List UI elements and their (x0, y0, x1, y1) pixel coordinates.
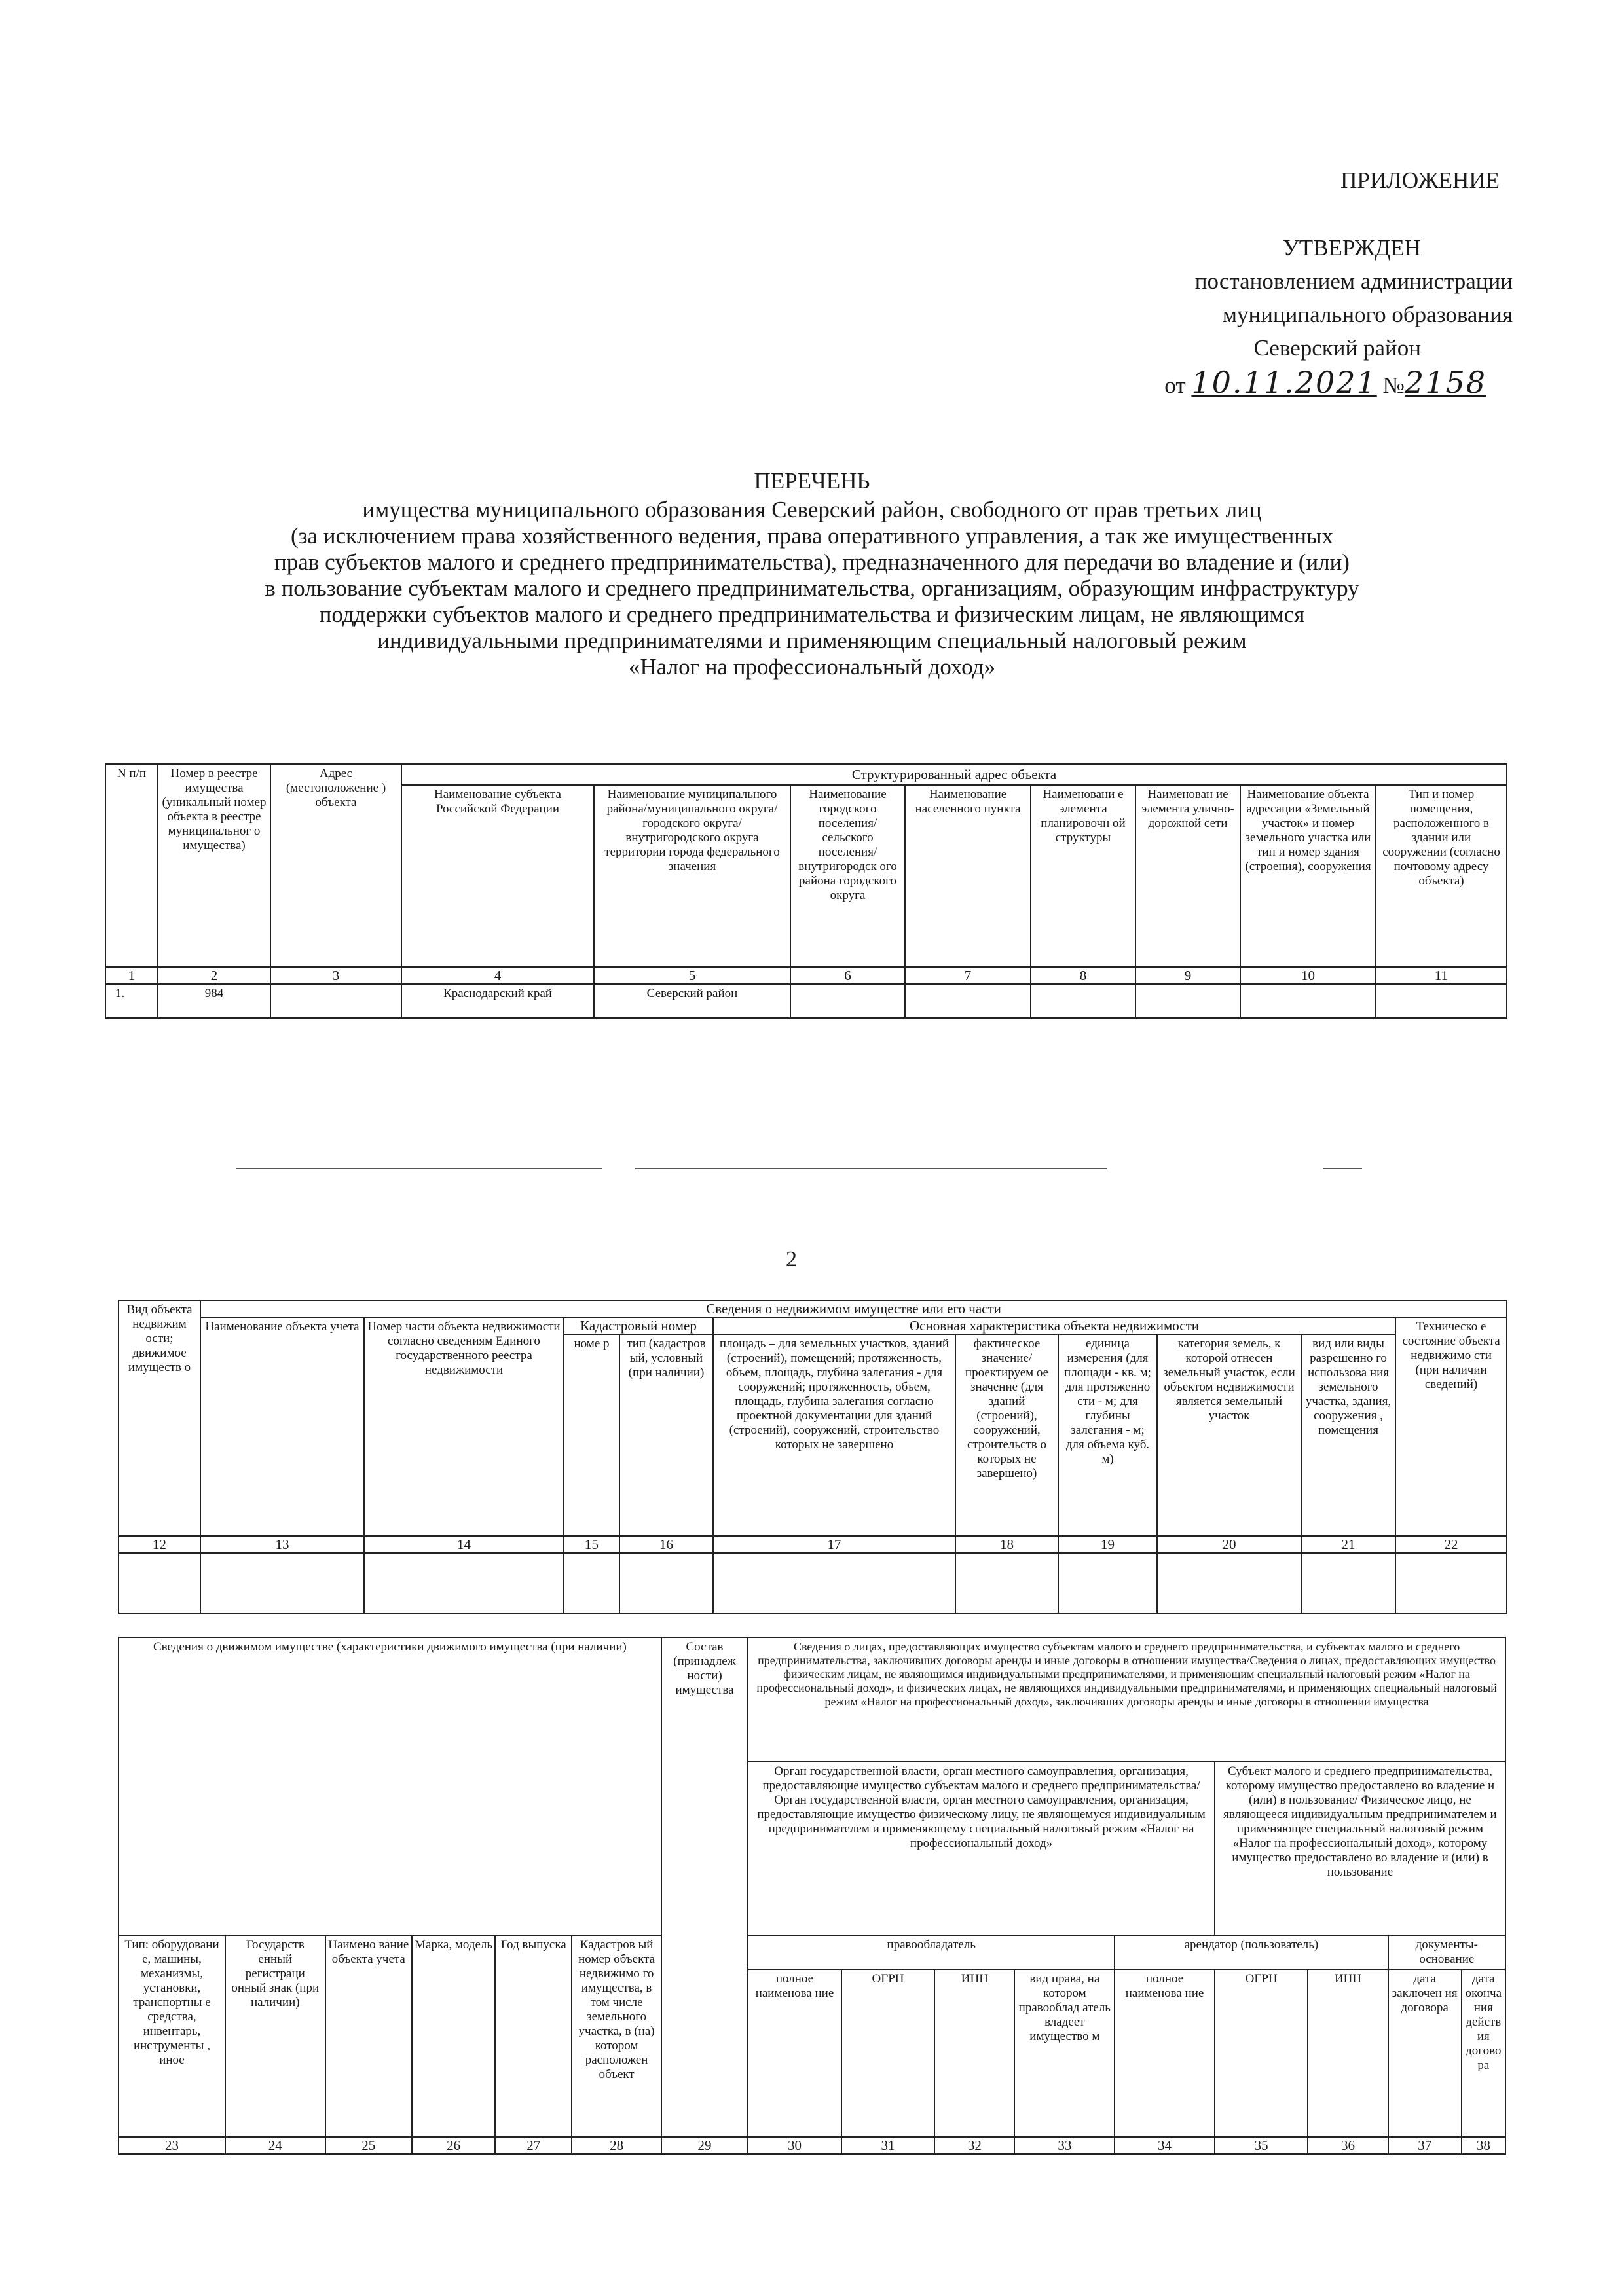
header-rightholder: правообладатель (748, 1935, 1115, 1969)
header-registration-mark: Государств енный регистраци онный знак (при наличии) (225, 1935, 325, 2137)
table-cell: Краснодарский край (401, 984, 594, 1018)
page-number: 2 (786, 1247, 797, 1271)
column-number: 15 (564, 1536, 619, 1553)
address-table (105, 763, 1507, 1019)
header-technical-state: Техническо е состояние объекта недвижимо сти (при наличии сведений) (1395, 1317, 1507, 1536)
header-movable-name: Наимено вание объекта учета (325, 1935, 412, 2137)
header-part-number: Номер части объекта недвижимости согласно сведениям Единого государственного реестра недвижимости (364, 1317, 564, 1536)
page-separator (1323, 1168, 1362, 1169)
title-line: поддержки субъектов малого и среднего предпринимательства и физическим лицам, не являющимся (319, 602, 1305, 627)
column-number: 14 (364, 1536, 564, 1553)
column-number: 8 (1031, 967, 1135, 984)
header-holder-inn: ИНН (934, 1969, 1014, 2137)
table-cell: 1. (105, 984, 158, 1018)
table-cell: 984 (158, 984, 270, 1018)
table-cell (1240, 984, 1376, 1018)
table-cell (619, 1553, 713, 1613)
header-movable-property: Сведения о движимом имуществе (характеристики движимого имущества (при наличии) (119, 1637, 661, 1935)
column-number: 31 (841, 2137, 935, 2154)
header-cadastral-number: номе р (564, 1334, 619, 1536)
column-number: 2 (158, 967, 270, 984)
column-number: 32 (934, 2137, 1014, 2154)
number-prefix: № (1382, 373, 1405, 398)
header-holder-right: вид права, на котором правооблад атель владеет имущество м (1014, 1969, 1115, 2137)
header-tenant-name: полное наименова ние (1115, 1969, 1215, 2137)
header-movable-cadastral: Кадастров ый номер объекта недвижимо го имущества, в том числе земельного участка, в (на) котором расположен объект (572, 1935, 661, 2137)
table-cell (1157, 1553, 1301, 1613)
approval-date-row (1054, 366, 1486, 402)
header-n: N п/п (105, 764, 158, 967)
column-number: 25 (325, 2137, 412, 2154)
table-cell (790, 984, 905, 1018)
header-movable-type: Тип: оборудовани е, машины, механизмы, установки, транспортны е средства, инвентарь, инструменты , иное (119, 1935, 225, 2137)
header-holder-ogrn: ОГРН (841, 1969, 935, 2137)
header-actual-value: фактическое значение/ проектируем ое значение (для зданий (строений), сооружений, строительств о которых не завершено) (955, 1334, 1058, 1536)
header-object-type: Вид объекта недвижим ости; движимое имуществ о (119, 1300, 200, 1536)
header-locality: Наименование населенного пункта (905, 785, 1031, 967)
approval-block (1054, 164, 1513, 402)
column-number: 23 (119, 2137, 225, 2154)
column-number: 27 (495, 2137, 572, 2154)
column-number: 5 (594, 967, 790, 984)
property-table (118, 1300, 1507, 1614)
header-main-characteristic: Основная характеристика объекта недвижимости (713, 1317, 1395, 1334)
header-brand: Марка, модель (412, 1935, 495, 2137)
column-number: 26 (412, 2137, 495, 2154)
approval-line-3: Северский район (1253, 335, 1421, 361)
column-number: 21 (1301, 1536, 1395, 1553)
header-tenant-ogrn: ОГРН (1215, 1969, 1308, 2137)
title-line: (за исключением права хозяйственного ведения, права оперативного управления, а так же имущественных (290, 523, 1334, 549)
column-number: 20 (1157, 1536, 1301, 1553)
table-cell (270, 984, 401, 1018)
approval-line-2: муниципального образования (1222, 302, 1513, 327)
column-number: 9 (1135, 967, 1240, 984)
table-cell (1058, 1553, 1157, 1613)
header-unit: единица измерения (для площади - кв. м; для протяженно сти - м; для глубины залегания - м; для объема куб. м) (1058, 1334, 1157, 1536)
title-line: «Налог на профессиональный доход» (629, 654, 995, 680)
header-authority: Орган государственной власти, орган местного самоуправления, организация, предоставляющие имущество субъектам малого и среднего предпринимательства/ Орган государственной власти, орган местного самоуправления, организация, предоставляющие имущество физическому лицу, не являющемуся индивидуальным предпринимателем и применяющему специальный налоговый режим «Налог на профессиональный доход» (748, 1762, 1215, 1935)
column-number: 17 (713, 1536, 955, 1553)
column-number: 12 (119, 1536, 200, 1553)
column-number: 29 (661, 2137, 748, 2154)
column-number: 6 (790, 967, 905, 984)
column-number: 1 (105, 967, 158, 984)
title-line: имущества муниципального образования Северский район, свободного от прав третьих лиц (362, 497, 1262, 522)
header-district: Наименование муниципального района/муниципального округа/ городского округа/внутригородского округа территории города федерального значения (594, 785, 790, 967)
header-settlement: Наименование городского поселения/ сельского поселения/ внутригородск ого района городского округа (790, 785, 905, 967)
column-number: 10 (1240, 967, 1376, 984)
header-tenant-inn: ИНН (1308, 1969, 1388, 2137)
header-street-element: Наименован ие элемента улично-дорожной сети (1135, 785, 1240, 967)
date-prefix: от (1164, 373, 1186, 398)
column-number: 11 (1376, 967, 1507, 984)
approved-label: УТВЕРЖДЕН (1282, 235, 1421, 261)
header-tenant: арендатор (пользователь) (1115, 1935, 1388, 1969)
header-cadastral: Кадастровый номер (564, 1317, 713, 1334)
table-cell (200, 1553, 364, 1613)
table-cell: Северский район (594, 984, 790, 1018)
table-cell (364, 1553, 564, 1613)
table-cell (1031, 984, 1135, 1018)
handwritten-date: 10.11.2021 (1191, 365, 1377, 400)
page-separator (635, 1168, 1107, 1169)
column-number: 35 (1215, 2137, 1308, 2154)
table-cell (1135, 984, 1240, 1018)
column-number: 36 (1308, 2137, 1388, 2154)
header-address-object: Наименование объекта адресации «Земельный участок» и номер земельного участка или тип и номер здания (строения), сооружения (1240, 785, 1376, 967)
column-number: 18 (955, 1536, 1058, 1553)
column-number: 24 (225, 2137, 325, 2154)
header-contract-end: дата окончания действия договора (1462, 1969, 1505, 2137)
title-line: в пользование субъектам малого и среднего предпринимательства, организациям, образующим инфраструктуру (265, 575, 1359, 601)
approval-line-1: постановлением администрации (1194, 268, 1513, 294)
header-persons-info: Сведения о лицах, предоставляющих имущество субъектам малого и среднего предпринимательства, и субъектах малого и среднего предпринимательства, заключивших договоры аренды и иные договоры в отношении имущества/Сведения о лицах, предоставляющих имущество физическим лицам, не являющимся индивидуальными предпринимателями, и применяющим специальный налоговый режим «Налог на профессиональный доход», и физических лицах, не являющихся индивидуальными предпринимателями, и применяющих специальный налоговый режим «Налог на профессиональный доход», заключивших договоры аренды и иные договоры в отношении имущества (748, 1637, 1505, 1762)
header-region: Наименование субъекта Российской Федерации (401, 785, 594, 967)
table-cell (1376, 984, 1507, 1018)
holder-table (118, 1637, 1506, 2155)
title-line: индивидуальными предпринимателями и применяющим специальный налоговый режим (377, 628, 1247, 653)
page-separator (236, 1168, 602, 1169)
header-address: Адрес (местоположение ) объекта (270, 764, 401, 967)
header-planning-element: Наименовани е элемента планировочн ой структуры (1031, 785, 1135, 967)
appendix-label: ПРИЛОЖЕНИЕ (1340, 168, 1500, 193)
header-premises: Тип и номер помещения, расположенного в здании или сооружении (согласно почтовому адресу объекта) (1376, 785, 1507, 967)
table-cell (564, 1553, 619, 1613)
column-number: 33 (1014, 2137, 1115, 2154)
table-cell (713, 1553, 955, 1613)
table-cell (1301, 1553, 1395, 1613)
column-number: 7 (905, 967, 1031, 984)
header-subject: Субъект малого и среднего предпринимательства, которому имущество предоставлено во владение и (или) в пользование/ Физическое лицо, не являющееся индивидуальным предпринимателем и применяющее специальный налоговый режим «Налог на профессиональный доход», которому имущество предоставлено во владение и (или) в пользование (1215, 1762, 1505, 1935)
header-cadastral-type: тип (кадастров ый, условный (при наличии) (619, 1334, 713, 1536)
column-number: 34 (1115, 2137, 1215, 2154)
column-number: 16 (619, 1536, 713, 1553)
document-title (0, 468, 1624, 680)
header-year: Год выпуска (495, 1935, 572, 2137)
header-area: площадь – для земельных участков, зданий (строений), помещений; протяженность, объем, площадь, глубина залегания - для сооружений; протяженность, объем, площадь, глубина залегания согласно проектной документации для зданий (строений), сооружений, строительство которых не завершено (713, 1334, 955, 1536)
column-number: 13 (200, 1536, 364, 1553)
title-line: прав субъектов малого и среднего предпринимательства), предназначенного для передачи во владение и (или) (274, 549, 1350, 575)
header-real-estate-info: Сведения о недвижимом имуществе или его части (200, 1300, 1507, 1317)
header-composition: Состав (принадлеж ности) имущества (661, 1637, 748, 2137)
column-number: 38 (1462, 2137, 1505, 2154)
handwritten-number: 2158 (1404, 365, 1486, 400)
column-number: 3 (270, 967, 401, 984)
title-heading: ПЕРЕЧЕНЬ (754, 468, 870, 494)
column-number: 4 (401, 967, 594, 984)
table-cell (1395, 1553, 1507, 1613)
column-number: 22 (1395, 1536, 1507, 1553)
table-cell (905, 984, 1031, 1018)
column-number: 28 (572, 2137, 661, 2154)
column-number: 30 (748, 2137, 841, 2154)
header-land-category: категория земель, к которой отнесен земельный участок, если объектом недвижимости является земельный участок (1157, 1334, 1301, 1536)
table-cell (955, 1553, 1058, 1613)
header-structured-address: Структурированный адрес объекта (401, 764, 1507, 785)
header-object-name: Наименование объекта учета (200, 1317, 364, 1536)
column-number: 19 (1058, 1536, 1157, 1553)
header-contract-date: дата заключен ия договора (1388, 1969, 1462, 2137)
header-registry-number: Номер в реестре имущества (уникальный номер объекта в реестре муниципальног о имущества) (158, 764, 270, 967)
column-number: 37 (1388, 2137, 1462, 2154)
table-cell (119, 1553, 200, 1613)
header-documents: документы-основание (1388, 1935, 1505, 1969)
header-holder-name: полное наименова ние (748, 1969, 841, 2137)
header-permitted-use: вид или виды разрешенно го использова ния земельного участка, здания, сооружения , помещения (1301, 1334, 1395, 1536)
